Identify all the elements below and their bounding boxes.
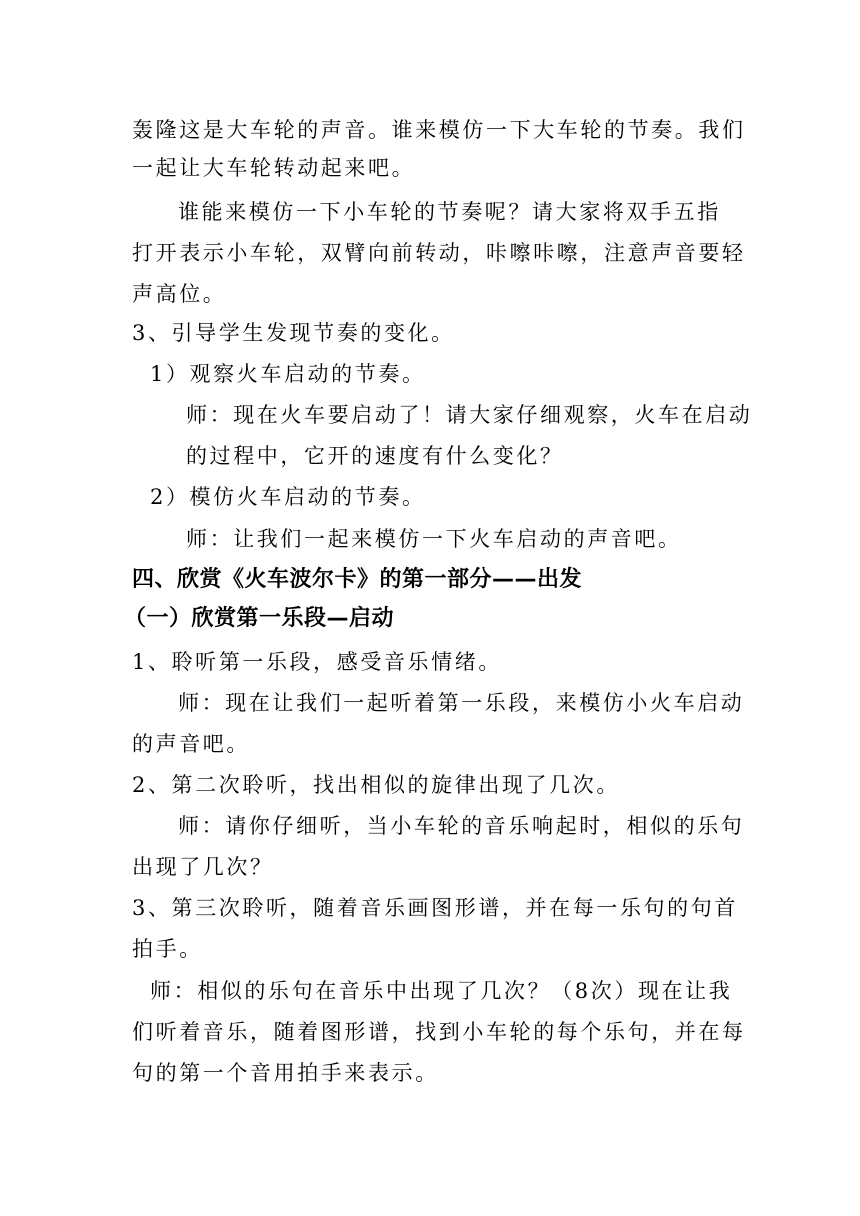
part-heading: （一）欣赏第一乐段—启动: [124, 606, 395, 631]
subsection-heading: 2）模仿火车启动的节奏。: [150, 485, 426, 509]
section-heading: 3、引导学生发现节奏的变化。: [132, 321, 455, 345]
paragraph-line: 师：现在火车要启动了！请大家仔细观察，火车在启动: [186, 403, 753, 427]
paragraph-line: 谁能来模仿一下小车轮的节奏呢？请大家将双手五指: [178, 200, 721, 224]
subsection-heading: 1）观察火车启动的节奏。: [150, 362, 426, 386]
paragraph-line: 师：请你仔细听，当小车轮的音乐响起时，相似的乐句: [178, 814, 745, 838]
section-heading: 3、第三次聆听，随着音乐画图形谱，并在每一乐句的句首: [132, 896, 738, 920]
paragraph-line: 句的第一个音用拍手来表示。: [132, 1061, 439, 1085]
paragraph-line: 声高位。: [132, 282, 227, 306]
paragraph-line: 一起让大车轮转动起来吧。: [132, 156, 416, 180]
paragraph-line: 出现了几次？: [132, 855, 274, 879]
paragraph-line: 打开表示小车轮，双臂向前转动，咔嚓咔嚓，注意声音要轻: [132, 241, 746, 265]
paragraph-line: 的声音吧。: [132, 732, 250, 756]
paragraph-line: 师：现在让我们一起听着第一乐段，来模仿小火车启动: [178, 691, 745, 715]
paragraph-line: 轰隆这是大车轮的声音。谁来模仿一下大车轮的节奏。我们: [132, 118, 746, 142]
section-heading: 1、聆听第一乐段，感受音乐情绪。: [132, 650, 502, 674]
paragraph-line: 师：相似的乐句在音乐中出现了几次？（8次）现在让我: [150, 979, 733, 1003]
paragraph-line: 师：让我们一起来模仿一下火车启动的声音吧。: [186, 527, 682, 551]
chapter-heading: 四、欣赏《火车波尔卡》的第一部分——出发: [132, 567, 583, 592]
paragraph-line: 们听着音乐，随着图形谱，找到小车轮的每个乐句，并在每: [132, 1020, 746, 1044]
paragraph-line: 拍手。: [132, 937, 203, 961]
paragraph-line: 的过程中，它开的速度有什么变化？: [186, 444, 564, 468]
section-heading: 2、第二次聆听，找出相似的旋律出现了几次。: [132, 773, 620, 797]
